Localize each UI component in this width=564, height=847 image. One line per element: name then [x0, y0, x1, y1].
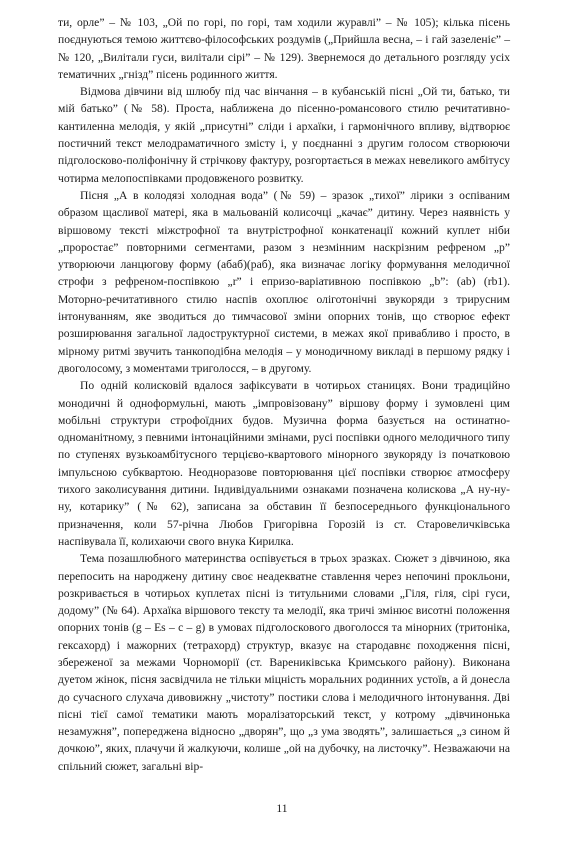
paragraph-4: По одній колисковій вдалося зафіксувати в чотирьох станицях. Вони традиційно монодичні й одноформульні, мають „імпровізовану” віршову форму і зумовлені цим мобільні структури строфоїдних будов. Музична форма базується на остинатно-одноманітному, з певними інтонаційними змінами, русі поспівки одного мелодичного типу по ступенях вузькоамбітусного терцієво-квартового мінорного звукоряду із початковою імпульсною субквартою. Неодноразове повторювання цієї поспівки створює атмосферу тихого заколисування дитини. Індивідуальними ознаками позначена колискова „А ну-ну-ну, котарику” (№ 62), записана за обставин її безпосереднього функціонального призначення, коли 57-річна Любов Григорівна Горозій із ст. Старовеличківська наспівувала її, колихаючи свого внука Кирилка. — [58, 379, 510, 548]
page-body — [58, 14, 510, 775]
paragraph-3: Пісня „А в колодязі холодная вода” (№ 59) – зразок „тихої” лірики з оспіваним образом щасливої матері, яка в мальованій колисочці „качає” дитину. Через наявність у віршовому тексті міжстрофної та внутрістрофної конкатенації кожний куплет ніби „проростає” повторними сегментами, разом з незмінним наскрізним рефреном „р” утворюючи ланцюгову форму (абаб)(раб), яка визначає логіку формування мелодичної строфи з рефреном-поспівкою „r” і епризо-варіативною поспівкою „b”: (ab) (rb1). Моторно-речитативного стилю наспів охоплює оліготонічні звукоряди з трирусним інтонуванням, яке зводиться до тимчасової зміни опорних тонів, що створює ефект розширювання загальної ладоструктурної системи, в межах якої привабливо і просто, в мірному ритмі звучить танкоподібна мелодія – у монодичному викладі в першому рядку і двоголосому, з моментами триголосся, – в другому. — [58, 188, 510, 375]
paragraph-1: ти, орле” – № 103, „Ой по горі, по горі, там ходили журавлі” – № 105); кілька пісень поєднуються темою життєво-філософських роздумів („Прийшла весна, – і гай зазеленіє” – № 120, „Вилітали гуси, вилітали сірі” – № 129). Звернемося до детального розгляду усіх тематичних „гнізд” пісень родинного життя. — [58, 16, 510, 81]
paragraph-5: Тема позашлюбного материнства оспівується в трьох зразках. Сюжет з дівчиною, яка перепосить на народжену дитину своє неадекватне ставлення через непочині прокльони, розкривається в чотирьох куплетах пісні із титульними словами „Гіля, гіля, сірі гуси, додому” (№ 64). Архаїка віршового тексту та мелодії, яка тричі змінює висотні положення опорних тонів (g – Es – c – g) в умовах підголоскового двоголосся та мінорних (тритоніка, гексахорд) і мажорних (тетрахорд) структур, вказує на стародавнє походження пісні, збереженої за межами Чорноморії (ст. Варениківська Кримського району). Виконана дуетом жінок, пісня засвідчила не тільки міцність моральних родинних устоїв, а й донесла до сучасного слухача дивовижну „чистоту” постики слова і мелодичного інтонування. Дві пісні тієї самої тематики мають моралізаторський текст, у котрому „дівчинонька незамужня”, попереджена відносно „дворян”, що „з ума зводять”, залишається „з сином й дочкою”, яких, плачучи й жалкуючи, колише „ой на дубочку, на листочку”. Незважаючи на спільний сюжет, загальні вір- — [58, 552, 510, 773]
page-number: 11 — [276, 802, 288, 815]
paragraph-2: Відмова дівчини від шлюбу під час вінчання – в кубанській пісні „Ой ти, батько, ти мій батько” (№ 58). Проста, наближена до пісенно-романсового стилю речитативно-кантиленна мелодія, у якій „присутні” сліди і архаїки, і гармонічного впливу, відтворює постичний текст мелодраматичного змісту і, у поєднанні з другим голосом створюючи підголосково-поліфонічну й стрічкову фактуру, розгортається в межах невеликого амбітусу чотирма мелопоспівками продовженого розвитку. — [58, 85, 510, 185]
